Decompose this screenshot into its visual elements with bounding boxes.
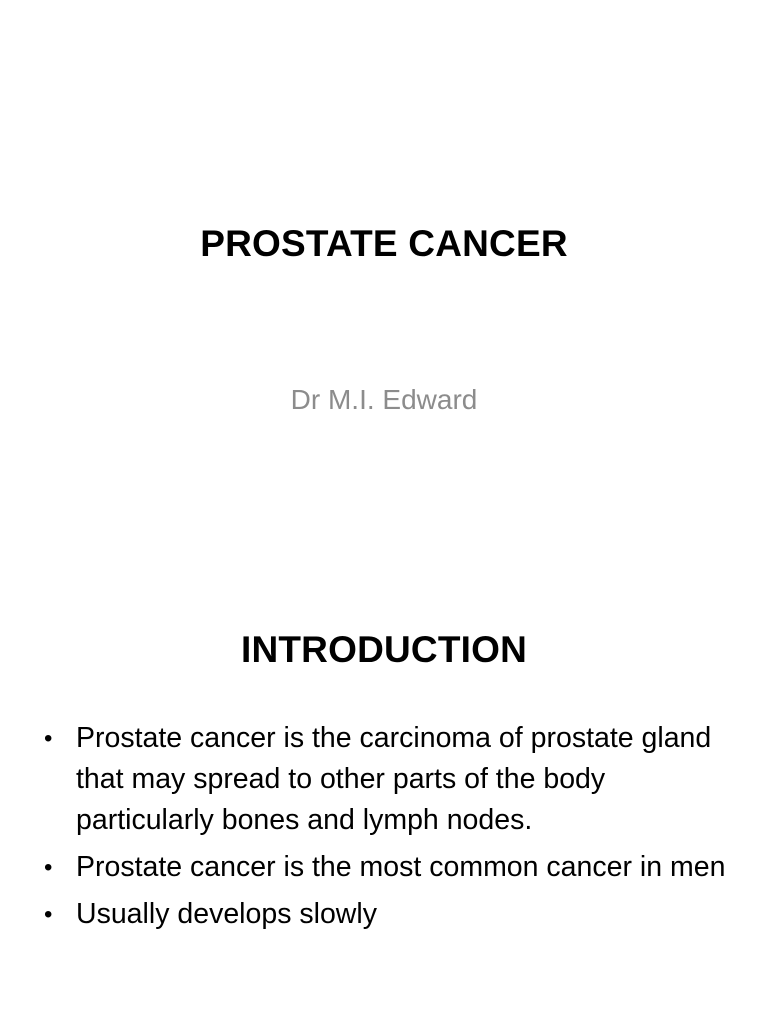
bullet-item: [40, 894, 730, 935]
bullet-icon: •: [44, 725, 53, 752]
bullet-icon: •: [44, 854, 53, 881]
bullet-text: Usually develops slowly: [76, 898, 377, 930]
slide-title: INTRODUCTION: [240, 629, 528, 670]
bullet-icon: •: [44, 901, 53, 928]
bullet-text: Prostate cancer is the carcinoma of prostate gland that may spread to other parts of the body particularly bones and lymph nodes.: [76, 722, 712, 836]
introduction-slide: [0, 512, 768, 1024]
bullet-text: Prostate cancer is the most common cancer in men: [76, 851, 726, 883]
slide-title: PROSTATE CANCER: [200, 223, 568, 264]
slide-subtitle: Dr M.I. Edward: [290, 384, 478, 415]
bullet-item: [40, 847, 730, 888]
bullet-list: [40, 718, 730, 941]
bullet-item: [40, 718, 730, 841]
